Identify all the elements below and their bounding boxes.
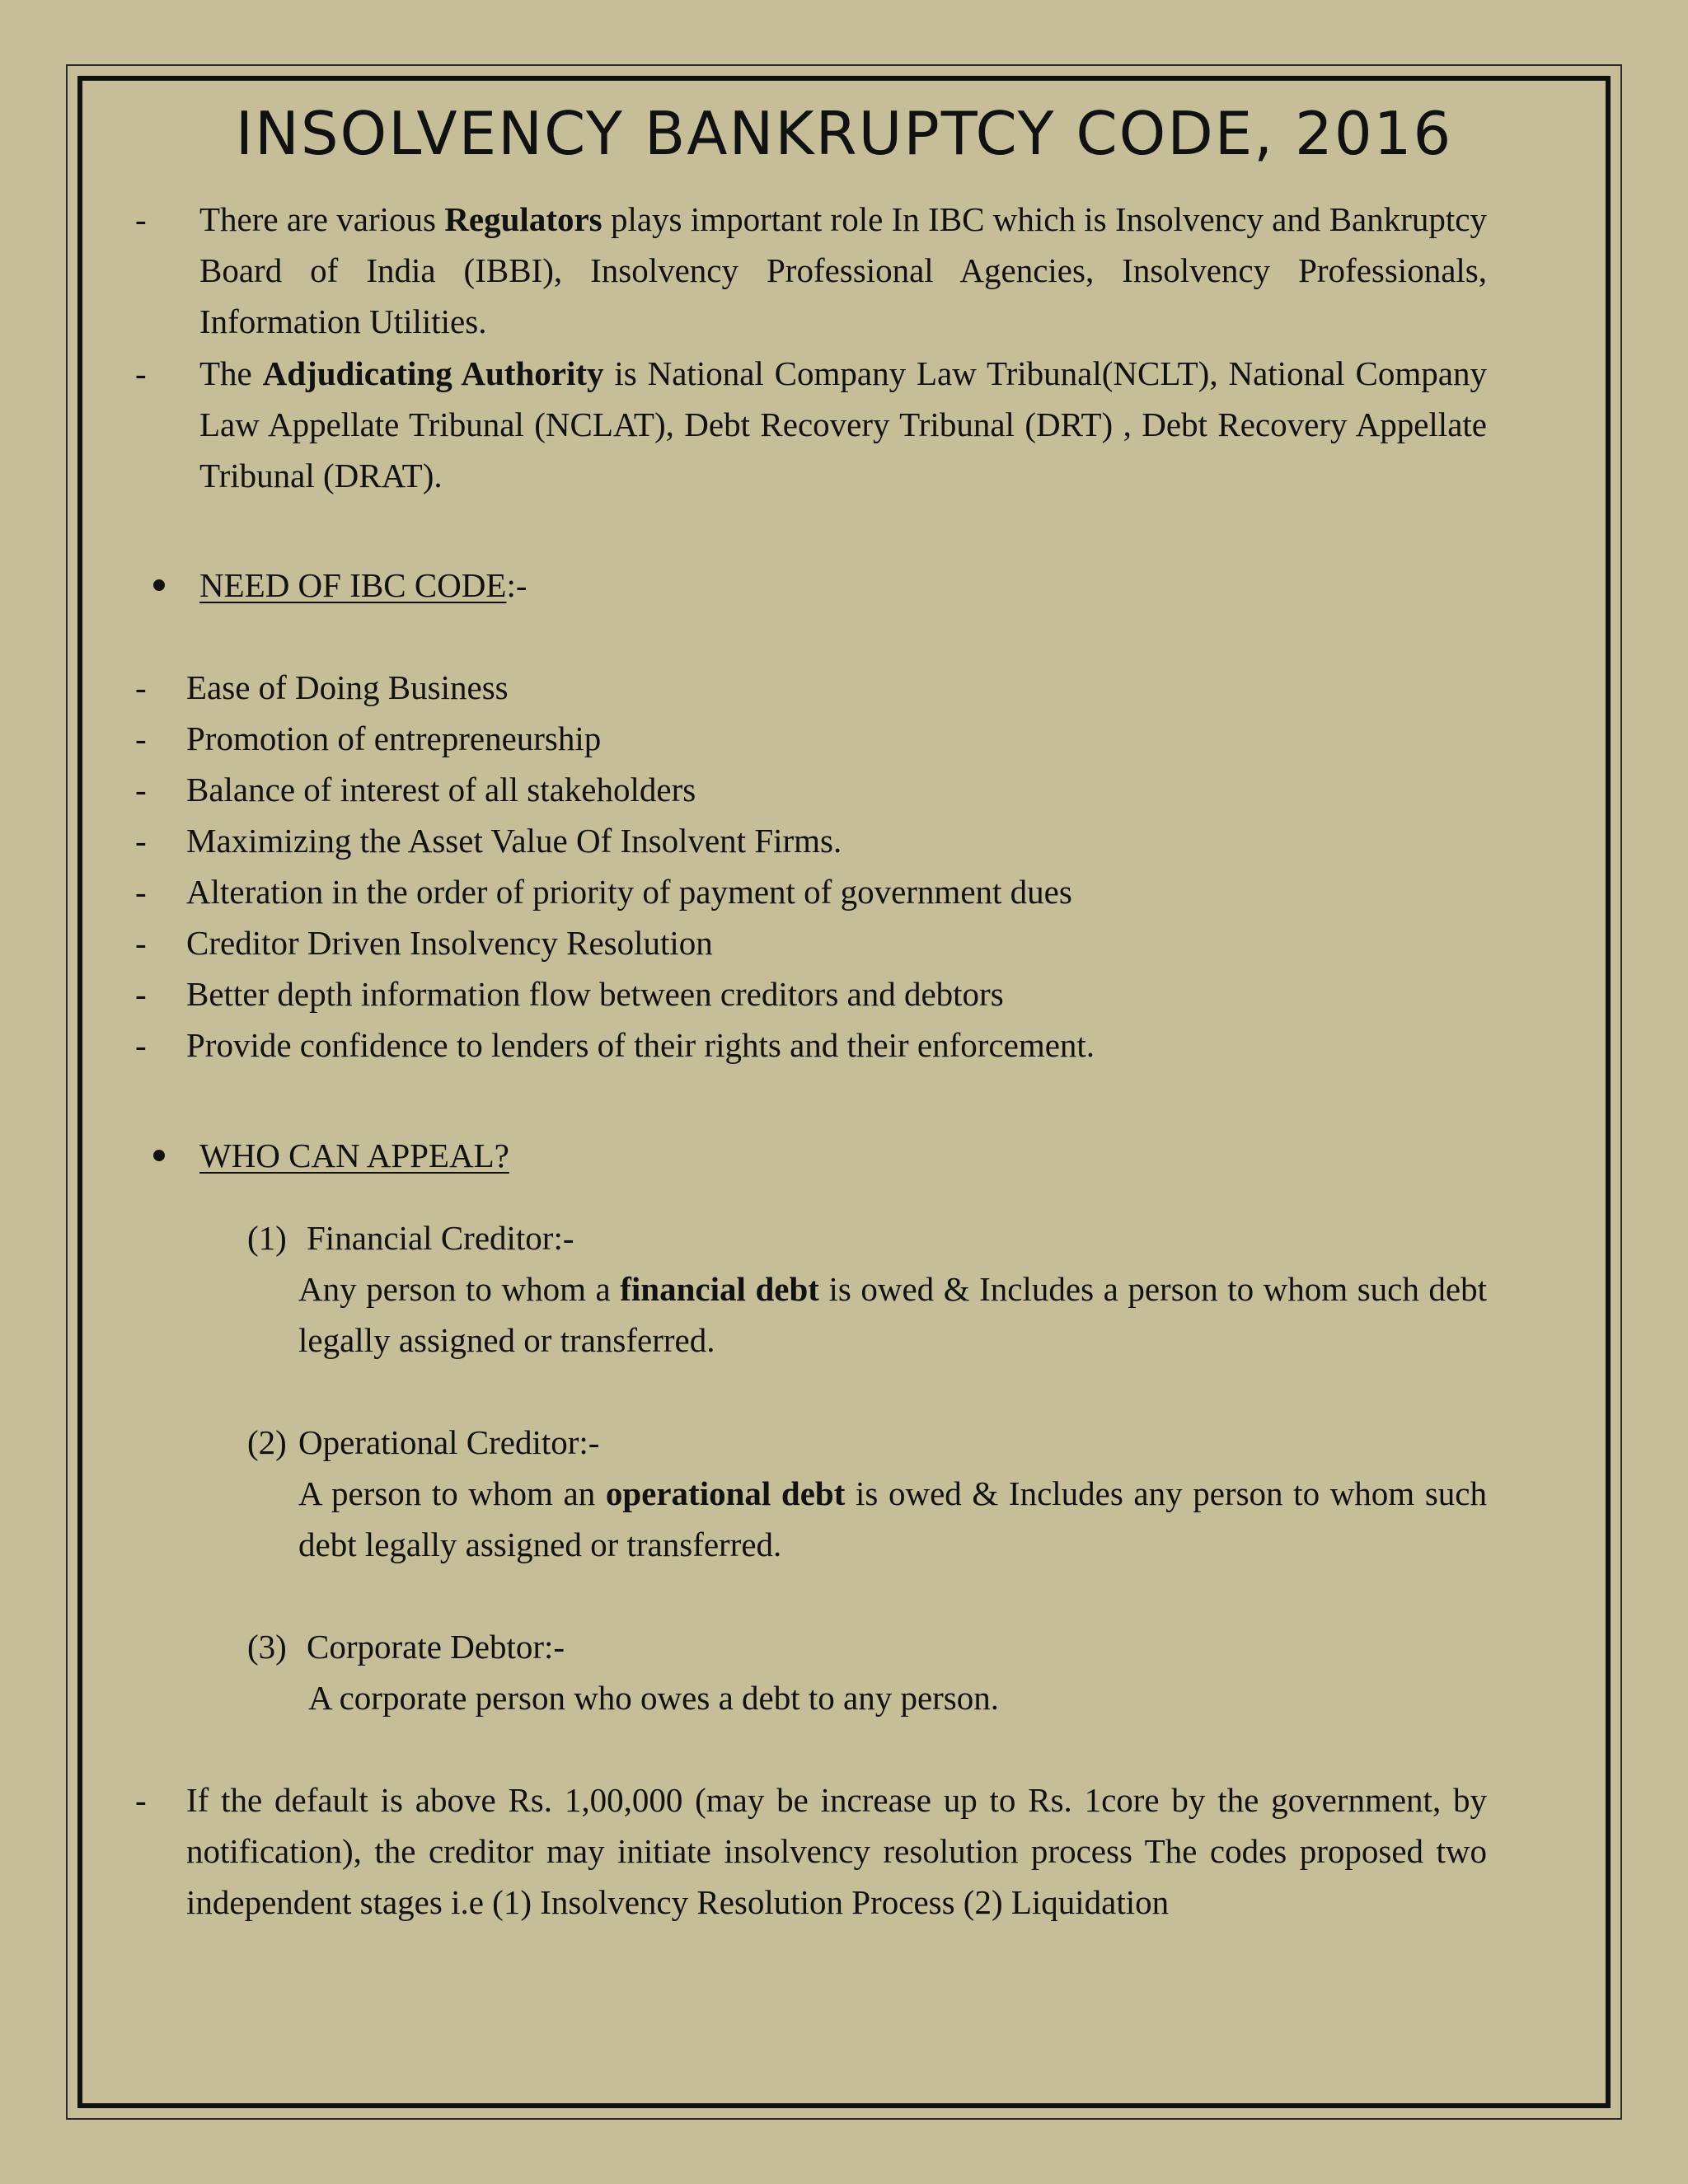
bullet-icon <box>153 579 165 591</box>
page-title: INSOLVENCY BANKRUPTCY CODE, 2016 <box>235 99 1453 168</box>
list-item <box>135 815 1487 866</box>
list-item-text: Balance of interest of all stakeholders <box>186 771 696 808</box>
description-text-2: is owed & Includes any person to whom such debt legally assigned or transferred. <box>298 1474 1487 1563</box>
dash-marker: - <box>135 975 147 1013</box>
regulators-paragraph <box>199 194 1487 347</box>
list-item-text: Creditor Driven Insolvency Resolution <box>186 924 713 962</box>
need-heading-text: NEED OF IBC CODE <box>199 566 507 604</box>
adjudicating-text-1: The <box>199 354 263 392</box>
adjudicating-text-2: is National Company Law Tribunal(NCLT), National Company Law Appellate Tribunal (NCLAT), Debt Recovery Tribunal (DRT) , Debt Recovery Appellate Tribunal (DRAT). <box>199 354 1487 494</box>
appeal-entry-label: Corporate Debtor:- <box>307 1628 565 1666</box>
appeal-entry-number: (1) <box>247 1219 287 1257</box>
dash-marker: - <box>135 1026 147 1064</box>
dash-marker: - <box>135 1781 147 1819</box>
appeal-entry-description: A corporate person who owes a debt to any person. <box>308 1679 999 1717</box>
list-item <box>135 968 1487 1019</box>
dash-marker: - <box>135 668 147 706</box>
dash-marker: - <box>135 822 147 860</box>
dash-marker: - <box>135 719 147 757</box>
closing-paragraph: If the default is above Rs. 1,00,000 (may be increase up to Rs. 1core by the government, by notification), the creditor may initiate insolvency resolution process The codes proposed two independent stages i.e (1) Insolvency Resolution Process (2) Liquidation <box>186 1781 1487 1921</box>
list-item <box>135 764 1487 815</box>
description-bold: financial debt <box>620 1270 819 1308</box>
list-item-text: Provide confidence to lenders of their rights and their enforcement. <box>186 1026 1095 1064</box>
appeal-entry-label: Financial Creditor:- <box>307 1219 574 1257</box>
appeal-entry-number: (3) <box>247 1628 287 1666</box>
dash-marker: - <box>135 771 147 808</box>
need-list <box>135 662 1487 1071</box>
list-item-text: Ease of Doing Business <box>186 668 509 706</box>
list-item-text: Maximizing the Asset Value Of Insolvent Firms. <box>186 822 842 860</box>
dash-marker: - <box>135 200 147 238</box>
list-item <box>135 866 1487 917</box>
need-heading-suffix: :- <box>506 566 528 604</box>
dash-marker: - <box>135 924 147 962</box>
description-text-1: A person to whom an <box>298 1474 606 1512</box>
list-item <box>135 1019 1487 1071</box>
description-text-1: Any person to whom a <box>298 1270 621 1308</box>
description-bold: operational debt <box>605 1474 846 1512</box>
list-item-text: Alteration in the order of priority of payment of government dues <box>186 873 1072 911</box>
dash-marker: - <box>135 354 147 392</box>
list-item <box>135 917 1487 968</box>
appeal-entry-description <box>298 1263 1487 1366</box>
appeal-entry-label: Operational Creditor:- <box>298 1423 600 1461</box>
description-text-2: is owed & Includes a person to whom such debt legally assigned or transferred. <box>298 1270 1487 1359</box>
appeal-heading-text: WHO CAN APPEAL? <box>199 1137 509 1174</box>
regulators-bold: Regulators <box>444 200 603 238</box>
list-item-text: Promotion of entrepreneurship <box>186 719 602 757</box>
page-content <box>77 76 1611 2108</box>
list-item <box>135 713 1487 764</box>
adjudicating-paragraph <box>199 348 1487 501</box>
regulators-text-2: plays important role In IBC which is Insolvency and Bankruptcy Board of India (IBBI), Insolvency Professional Agencies, Insolvency Professionals, Information Utilities. <box>199 200 1487 340</box>
need-heading <box>199 560 527 611</box>
bullet-icon <box>153 1150 165 1161</box>
appeal-heading <box>199 1130 509 1181</box>
dash-marker: - <box>135 873 147 911</box>
regulators-text-1: There are various <box>199 200 445 238</box>
list-item-text: Better depth information flow between creditors and debtors <box>186 975 1004 1013</box>
list-item <box>135 662 1487 713</box>
adjudicating-bold: Adjudicating Authority <box>262 354 604 392</box>
appeal-entry-description <box>298 1468 1487 1570</box>
appeal-entry-number: (2) <box>247 1423 287 1461</box>
